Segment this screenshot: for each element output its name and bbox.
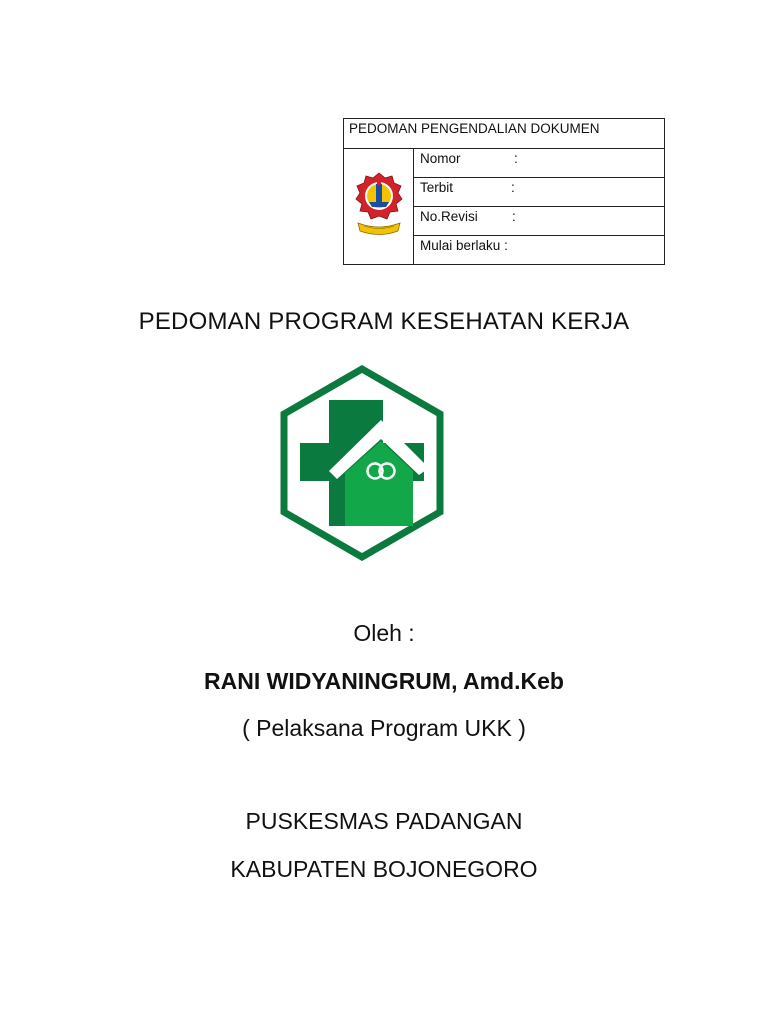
field-label: Mulai berlaku xyxy=(420,238,501,253)
bojonegoro-emblem-icon xyxy=(354,171,404,239)
field-label: Nomor xyxy=(420,151,461,166)
institution-name: PUSKESMAS PADANGAN xyxy=(245,808,523,834)
field-label: No.Revisi xyxy=(420,209,478,224)
field-colon: : xyxy=(504,238,508,253)
author-name: RANI WIDYANINGRUM, Amd.Keb xyxy=(204,668,564,694)
field-terbit xyxy=(414,178,665,207)
control-table-header: PEDOMAN PENGENDALIAN DOKUMEN xyxy=(344,119,665,149)
emblem-cell xyxy=(344,149,414,265)
field-nomor xyxy=(414,149,665,178)
author-role: ( Pelaksana Program UKK ) xyxy=(242,715,526,741)
field-label: Terbit xyxy=(420,180,454,195)
field-colon: : xyxy=(514,151,518,166)
regency-name: KABUPATEN BOJONEGORO xyxy=(230,856,538,882)
document-title: PEDOMAN PROGRAM KESEHATAN KERJA xyxy=(138,308,630,335)
by-label: Oleh : xyxy=(353,620,415,646)
field-colon: : xyxy=(511,180,515,195)
field-colon: : xyxy=(512,209,516,224)
puskesmas-logo-icon xyxy=(277,365,447,561)
field-no-revisi xyxy=(414,207,665,236)
field-mulai-berlaku xyxy=(414,236,665,265)
document-control-table xyxy=(343,118,665,265)
